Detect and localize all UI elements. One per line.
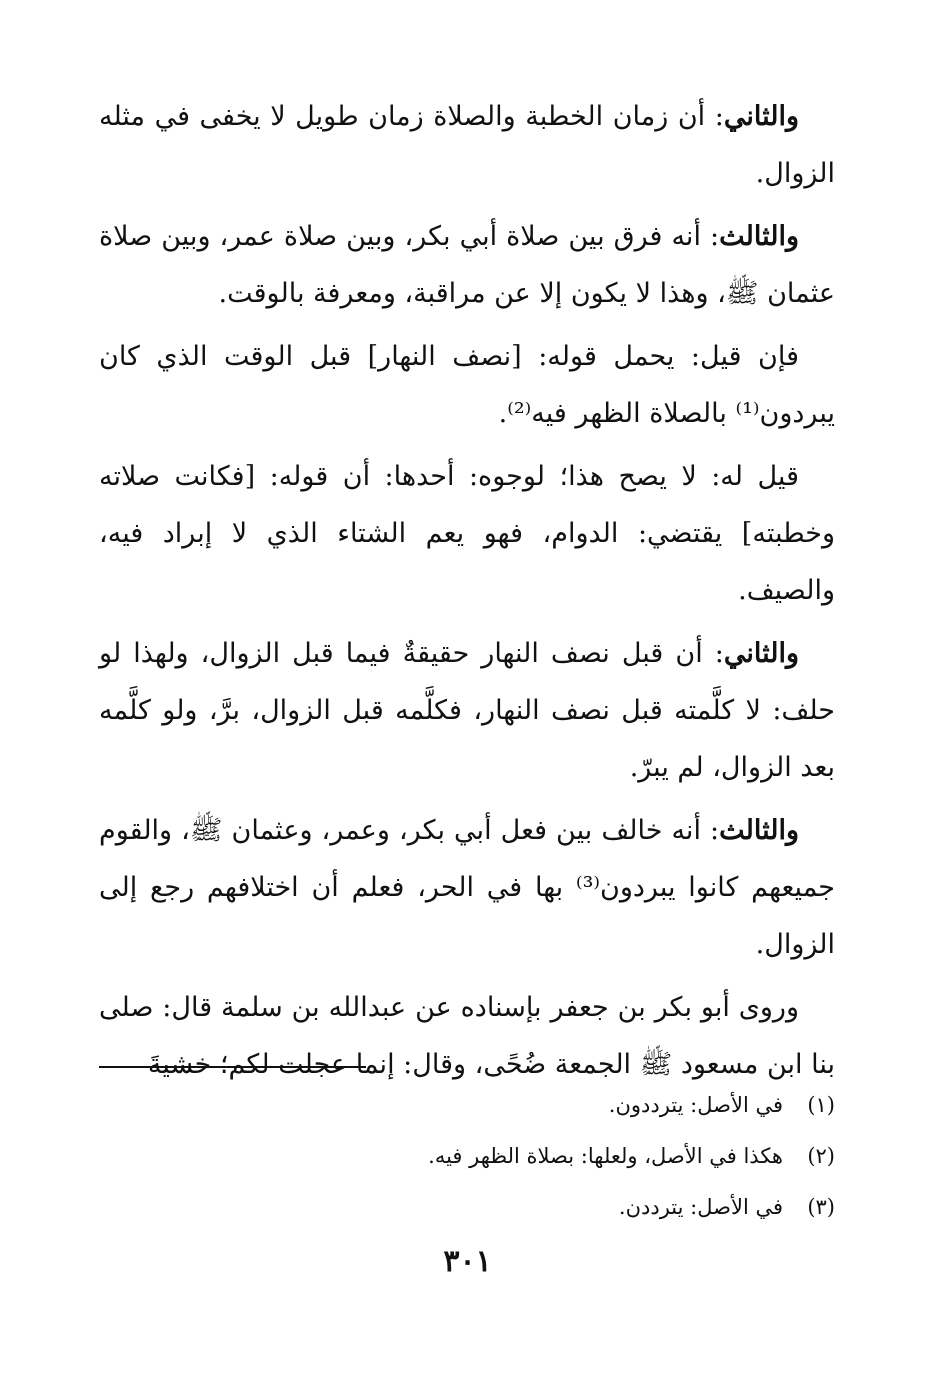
paragraph — [99, 208, 835, 322]
footnote-text: في الأصل: يترددون. — [608, 1093, 783, 1117]
footnote — [99, 1080, 835, 1131]
footnote — [99, 1131, 835, 1182]
paragraph-text: فإن قيل: يحمل قوله: [نصف النهار] قبل الوقت الذي كان يبردون⁽¹⁾ بالصلاة الظهر فيه⁽²⁾. — [99, 341, 835, 429]
paragraph — [99, 802, 835, 973]
page-number: ٣٠١ — [443, 1244, 492, 1279]
paragraph-lead: والثاني — [723, 638, 799, 669]
paragraph-text: وروى أبو بكر بن جعفر بإسناده عن عبدالله بن سلمة قال: صلى بنا ابن مسعود ﷺ الجمعة ضُحًى، وقال: إنما عجلت لكم؛ خشيةَ — [99, 992, 835, 1080]
paragraph — [99, 328, 835, 442]
paragraph — [99, 88, 835, 202]
footnote-divider — [99, 1066, 366, 1068]
footnote-number: (٣) — [807, 1195, 835, 1219]
footnotes — [99, 1080, 835, 1233]
footnote-number: (٢) — [807, 1144, 835, 1168]
paragraph-text: : أن قبل نصف النهار حقيقةٌ فيما قبل الزوال، ولهذا لو حلف: لا كلَّمته قبل نصف النهار، فكلَّمه قبل الزوال، برَّ، ولو كلَّمه بعد الزوال، لم يبرّ. — [99, 638, 835, 783]
paragraph-text: قيل له: لا يصح هذا؛ لوجوه: أحدها: أن قوله: [فكانت صلاته وخطبته] يقتضي: الدوام، فهو يعم الشتاء الذي لا إبراد فيه، والصيف. — [99, 461, 835, 606]
paragraph-lead: والثالث — [719, 221, 799, 252]
paragraph-text: : أنه خالف بين فعل أبي بكر، وعمر، وعثمان ﷺ، والقوم جميعهم كانوا يبردون⁽³⁾ بها في الحر، فعلم أن اختلافهم رجع إلى الزوال. — [99, 815, 835, 960]
paragraph — [99, 979, 835, 1093]
footnote — [99, 1182, 835, 1233]
paragraph — [99, 625, 835, 796]
footnote-text: في الأصل: يترددن. — [618, 1195, 783, 1219]
footnote-text: هكذا في الأصل، ولعلها: بصلاة الظهر فيه. — [428, 1144, 783, 1168]
paragraph-lead: والثاني — [723, 101, 799, 132]
footnote-number: (١) — [807, 1093, 835, 1117]
main-text — [99, 88, 835, 1099]
paragraph-text: : أن زمان الخطبة والصلاة زمان طويل لا يخفى في مثله الزوال. — [99, 101, 835, 189]
paragraph-lead: والثالث — [719, 815, 799, 846]
paragraph-text: : أنه فرق بين صلاة أبي بكر، وبين صلاة عمر، وبين صلاة عثمان ﷺ، وهذا لا يكون إلا عن مراقبة، ومعرفة بالوقت. — [99, 221, 835, 309]
paragraph — [99, 448, 835, 619]
